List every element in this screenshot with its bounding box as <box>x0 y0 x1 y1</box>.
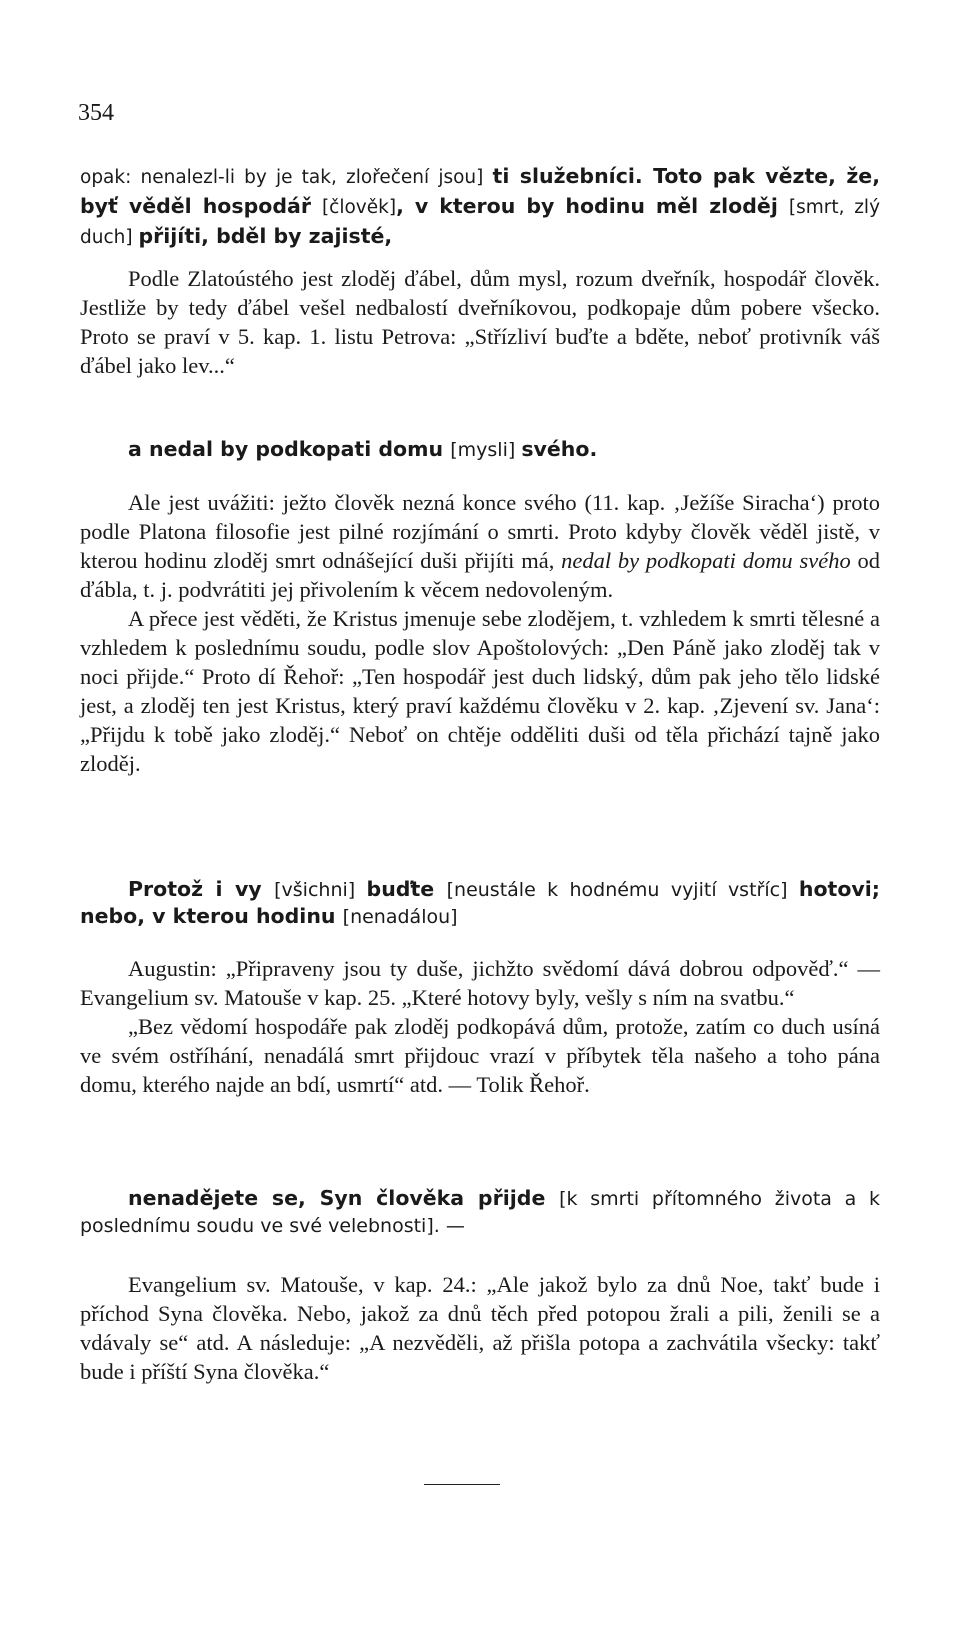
verse-2-gloss: [mysli] <box>450 439 522 461</box>
commentary-paragraph-3: A přece jest věděti, že Kristus jmenuje sebe zlodějem, t. vzhledem k smrti tělesné a vzhledem k poslednímu soudu, podle slov Apoštolových: „Den Páně jako zloděj tak v noci přijde.“ Proto dí Řehoř: „Ten hospodář jest duch lidský, dům pak jeho tělo lidské jest, a zloděj ten jest Kristus, který praví každému člověku v 2. kap. ‚Zjevení sv. Jana‘: „Přijdu k tobě jako zloděj.“ Neboť on chtěje odděliti duši od těla přichází tajně jako zloděj. <box>80 606 880 776</box>
verse-3 <box>80 876 880 930</box>
commentary-paragraph-4: Augustin: „Připraveny jsou ty duše, jichžto svědomí dává dobrou odpověď.“ — Evangelium sv. Matouše v kap. 25. „Které hotovy byly, vešly s ním na svatbu.“ <box>80 956 880 1010</box>
verse-intro <box>80 162 880 252</box>
verse-4 <box>80 1185 880 1239</box>
verse-3-bold-1: Protož i vy <box>128 877 275 901</box>
verse-3-bold-2: buďte <box>366 877 447 901</box>
section-end-rule <box>424 1484 500 1485</box>
verse-bold-1: ti služebníci. Toto pak vězte, že, byť věděl hospodář <box>80 164 880 218</box>
commentary-paragraph-1: Podle Zlatoústého jest zloděj ďábel, dům mysl, rozum dveřník, hospodář člověk. Jestliže by tedy ďábel vešel nedbalostí dveřníkovou, podkopaje dům pobere všecko. Proto se praví v 5. kap. 1. listu Petrova: „Střízliví buďte a bděte, neboť protivník váš ďábel jako lev...“ <box>80 266 880 378</box>
verse-2 <box>80 436 880 463</box>
page-number: 354 <box>78 100 114 126</box>
intro-text: opak: nenalezl-li by je tak, zlořečení jsou] <box>80 167 493 188</box>
para2-text-2: od ďábla, t. j. podvrátiti jej přivolením k věcem nedovoleným. <box>80 548 881 602</box>
verse-4-gloss: [k smrti přítomného života a k poslednímu soudu ve své velebnosti]. — <box>80 1188 880 1237</box>
verse-3-gloss-1: [všichni] <box>274 879 367 901</box>
verse-4-bold: nenadějete se, Syn člověka přijde <box>128 1186 560 1210</box>
verse-3-gloss-3: [nenadálou] <box>342 906 458 928</box>
para2-italic-quote: nedal by podkopati domu svého <box>561 548 851 573</box>
para2-text-1: Ale jest uvážiti: ježto člověk nezná konce svého (11. kap. ‚Ježíše Siracha‘) proto podle Platona filosofie jest pilné rozjímání o smrti. Proto kdyby člověk věděl jistě, v kterou hodinu zloděj smrt odnášející duši přijíti má, <box>80 490 880 573</box>
verse-gloss-1: [člověk] <box>321 197 397 218</box>
verse-bold-3: přijíti, bděl by zajisté, <box>138 224 393 248</box>
commentary-paragraph-5: „Bez vědomí hospodáře pak zloděj podkopává dům, protože, zatím co duch usíná ve svém ostříhání, nenadálá smrt přijdouc vrazí v příbytek těla našeho a toho pána domu, kterého najde an bdí, usmrtí“ atd. — Tolik Řehoř. <box>80 1014 880 1097</box>
verse-gloss-2: [smrt, zlý duch] <box>80 197 881 248</box>
commentary-paragraph-6: Evangelium sv. Matouše, v kap. 24.: „Ale jakož bylo za dnů Noe, takť bude i příchod Syna člověka. Nebo, jakož za dnů těch před potopou žrali a pili, ženili se a vdávaly se“ atd. A následuje: „A nezvěděli, až přišla potopa a zachvátila všecky: takť bude i příští Syna člověka.“ <box>80 1272 880 1384</box>
verse-2-bold-2: svého. <box>521 437 598 461</box>
verse-2-bold-1: a nedal by podkopati domu <box>128 437 451 461</box>
verse-3-gloss-2: [neustále k hodnému vyjití vstříc] <box>446 879 799 901</box>
verse-bold-2: , v kterou by hodinu měl zloděj <box>396 194 789 218</box>
commentary-paragraph-2 <box>80 488 880 604</box>
verse-3-bold-3: hotovi; nebo, v kterou hodinu <box>80 877 880 928</box>
